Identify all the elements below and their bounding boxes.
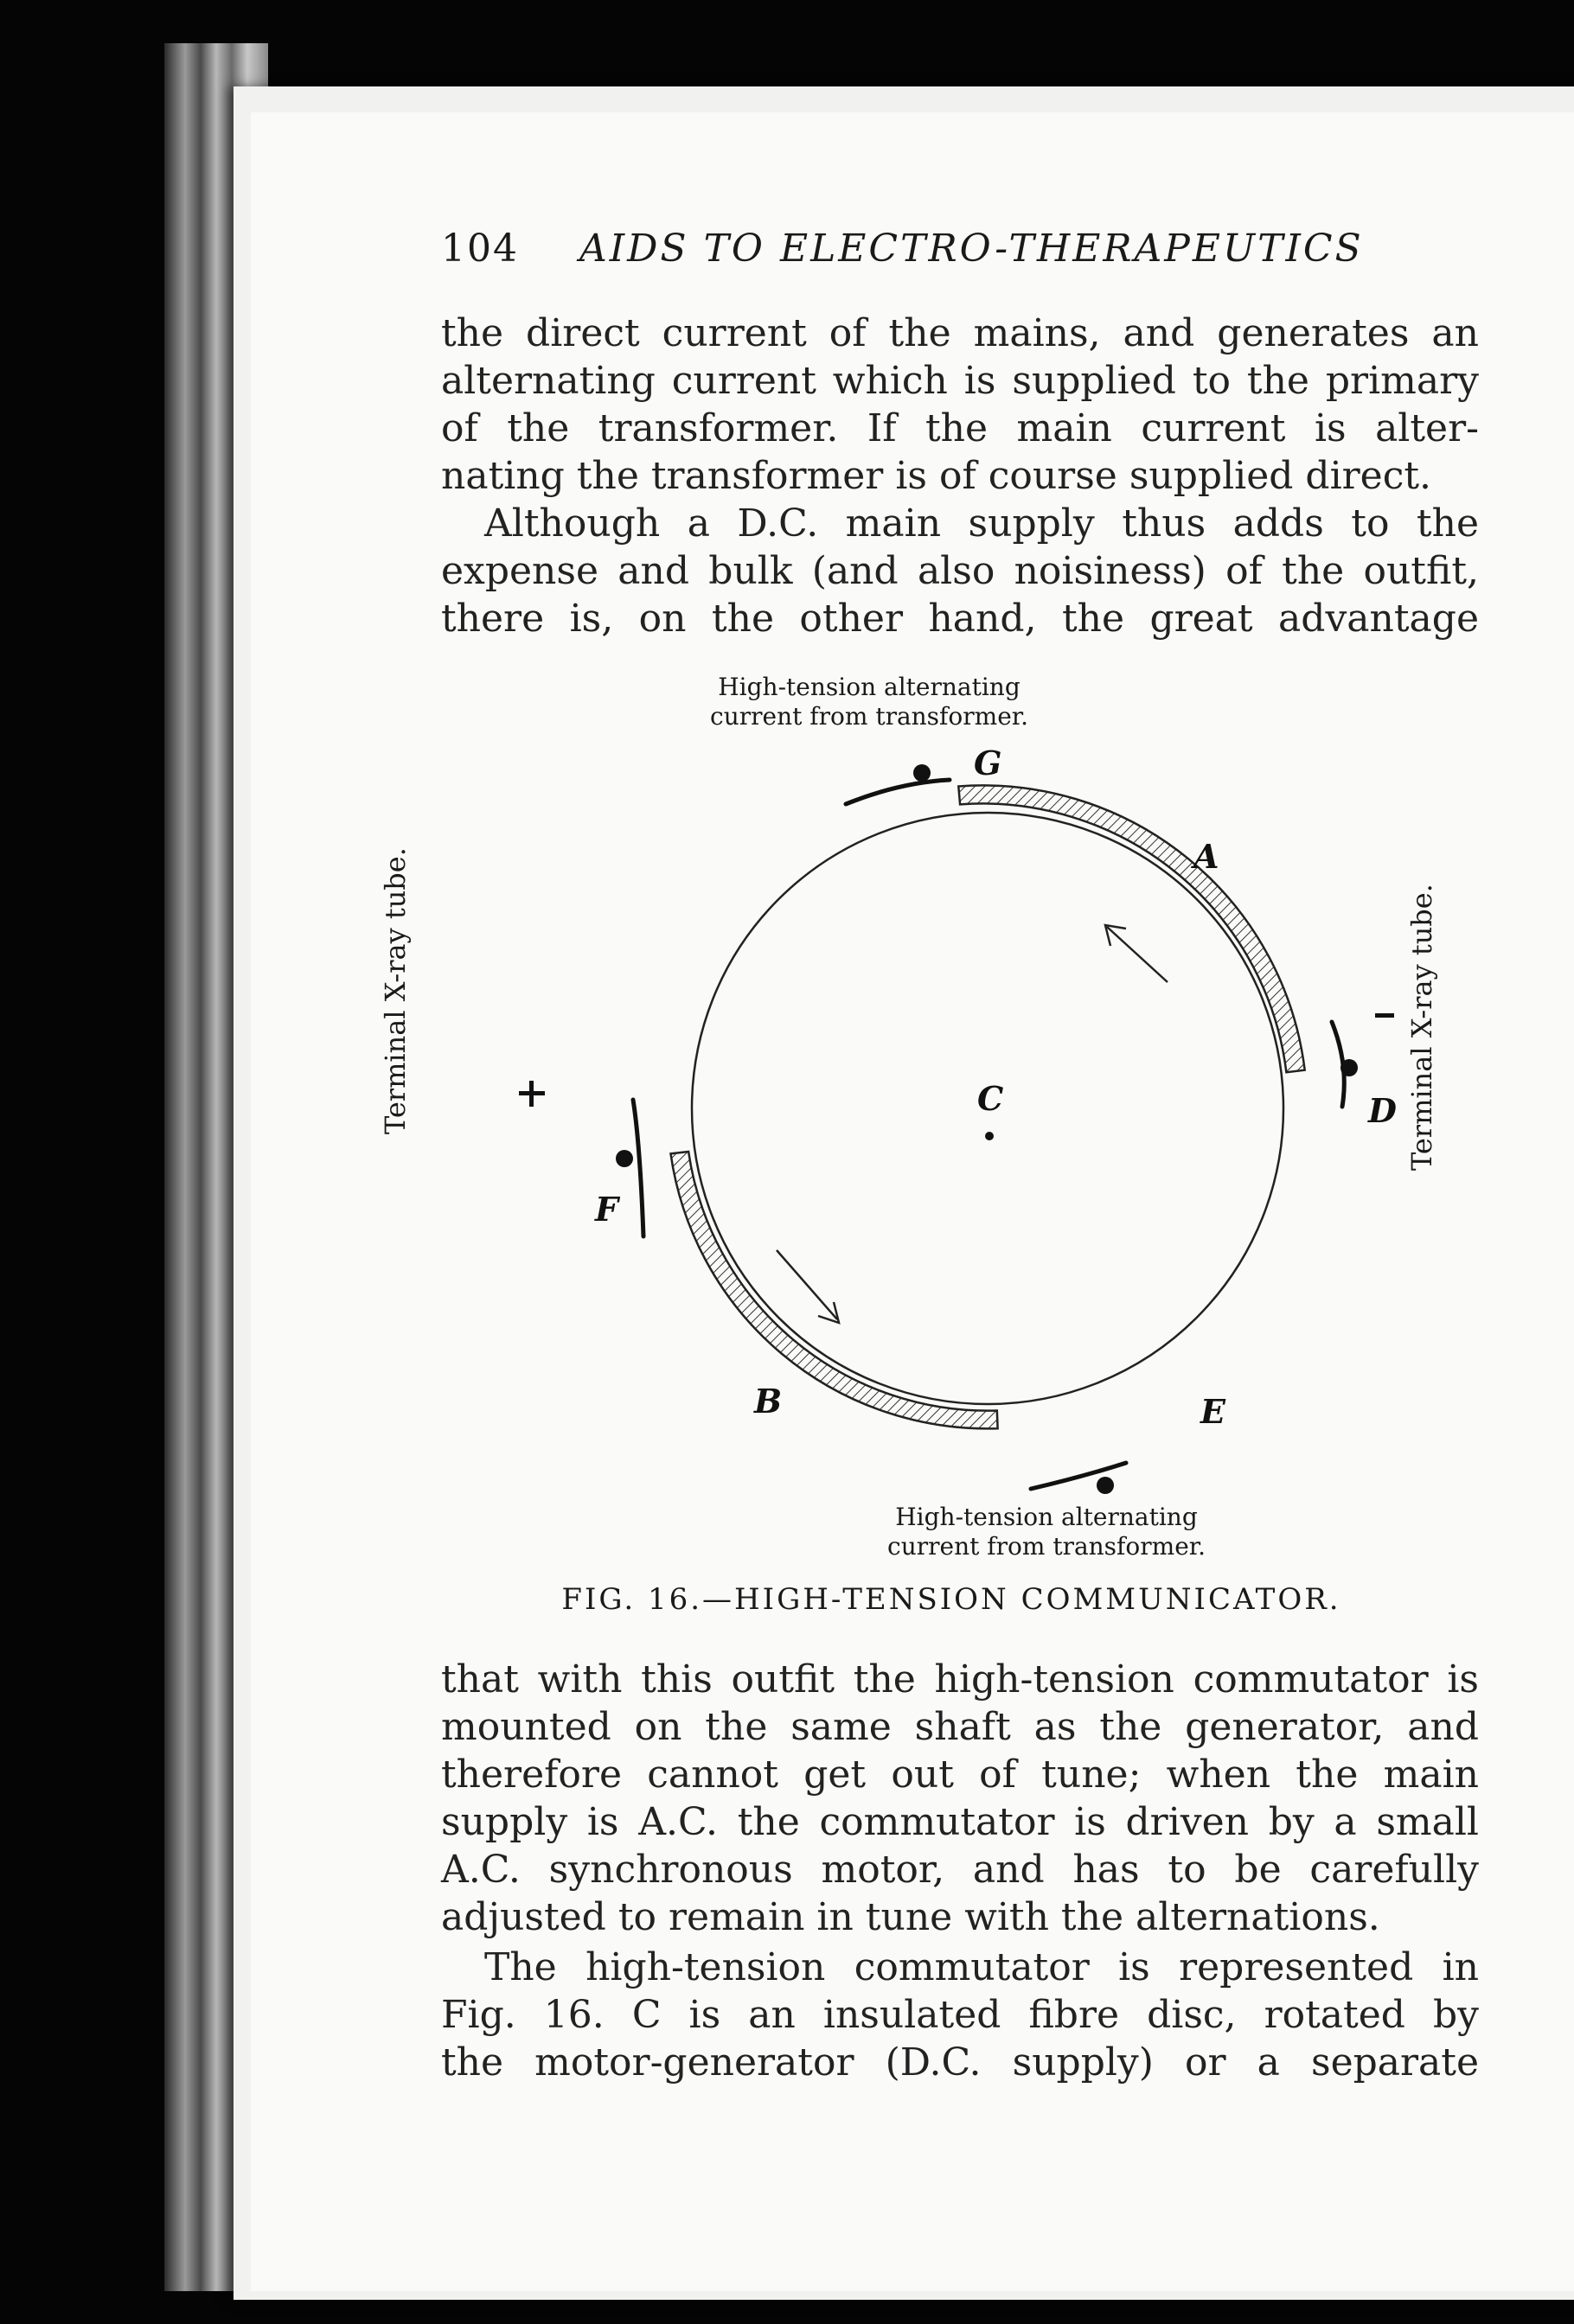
brush-g-contact <box>913 764 931 782</box>
segment-a <box>958 785 1304 1072</box>
paragraph-2 <box>441 500 1479 642</box>
rotation-arrow-upper <box>1107 927 1168 982</box>
letter-d: D <box>1368 1091 1397 1130</box>
letter-f: F <box>595 1190 618 1229</box>
text-line: there is, on the other hand, the great advantage <box>441 597 1479 641</box>
commutator-svg <box>450 744 1470 1556</box>
page-header <box>441 227 1488 278</box>
letter-a: A <box>1193 837 1219 876</box>
text-line: The high-tension commutator is represented in <box>484 1945 1479 1989</box>
text-line: Fig. 16. C is an insulated fibre disc, rotated by <box>441 1993 1479 2037</box>
text-line: therefore cannot get out of tune; when the main <box>441 1753 1479 1797</box>
text-line: expense and bulk (and also noisiness) of the outfit, <box>441 549 1479 593</box>
figure-top-label-line-2: current from transformer. <box>710 702 1028 731</box>
text-line: mounted on the same shaft as the generator, and <box>441 1705 1479 1749</box>
text-line: nating the transformer is of course supplied direct. <box>441 454 1432 498</box>
letter-c: C <box>977 1079 1004 1118</box>
paragraph-4 <box>441 1944 1479 2086</box>
text-line: alternating current which is supplied to the primary <box>441 359 1479 403</box>
rotation-arrow-lower <box>777 1250 837 1319</box>
figure-top-label <box>675 673 1064 731</box>
figure-top-label-line-1: High-tension alternating <box>718 673 1021 701</box>
paragraph-1 <box>441 310 1479 500</box>
brush-d-contact <box>1340 1059 1358 1076</box>
segment-b <box>671 1152 998 1428</box>
text-line: A.C. synchronous motor, and has to be carefully <box>441 1848 1479 1892</box>
text-line: that with this outfit the high-tension commutator is <box>441 1657 1479 1702</box>
text-line: of the transformer. If the main current is alter- <box>441 406 1479 450</box>
paragraph-3 <box>441 1656 1479 1941</box>
letter-g: G <box>974 744 1002 782</box>
text-line: adjusted to remain in tune with the alternations. <box>441 1895 1380 1939</box>
commutator-diagram <box>450 744 1470 1556</box>
figure-bottom-label-line-2: current from transformer. <box>887 1532 1206 1561</box>
brush-f-contact <box>616 1150 633 1167</box>
brush-e-contact <box>1097 1477 1114 1494</box>
text-line: the direct current of the mains, and generates an <box>441 311 1479 355</box>
right-terminal-label: Terminal X-ray tube. <box>1405 884 1438 1171</box>
text-line: supply is A.C. the commutator is driven by a small <box>441 1800 1479 1844</box>
text-line: the motor-generator (D.C. supply) or a separate <box>441 2040 1479 2085</box>
left-terminal-label: Terminal X-ray tube. <box>379 847 412 1134</box>
plus-bar-v <box>529 1081 534 1107</box>
running-head: AIDS TO ELECTRO-THERAPEUTICS <box>579 227 1364 271</box>
brush-f <box>633 1100 643 1236</box>
page-number: 104 <box>441 227 519 271</box>
figure-bottom-label-line-1: High-tension alternating <box>895 1503 1198 1531</box>
text-line: Although a D.C. main supply thus adds to the <box>484 501 1479 546</box>
figure-bottom-label <box>830 1503 1263 1561</box>
letter-b: B <box>754 1382 783 1421</box>
minus-bar <box>1375 1013 1394 1018</box>
figure-caption: FIG. 16.—HIGH-TENSION COMMUNICATOR. <box>561 1582 1341 1617</box>
disc-centre <box>985 1132 994 1140</box>
letter-e: E <box>1200 1392 1225 1431</box>
brush-g <box>846 780 950 804</box>
